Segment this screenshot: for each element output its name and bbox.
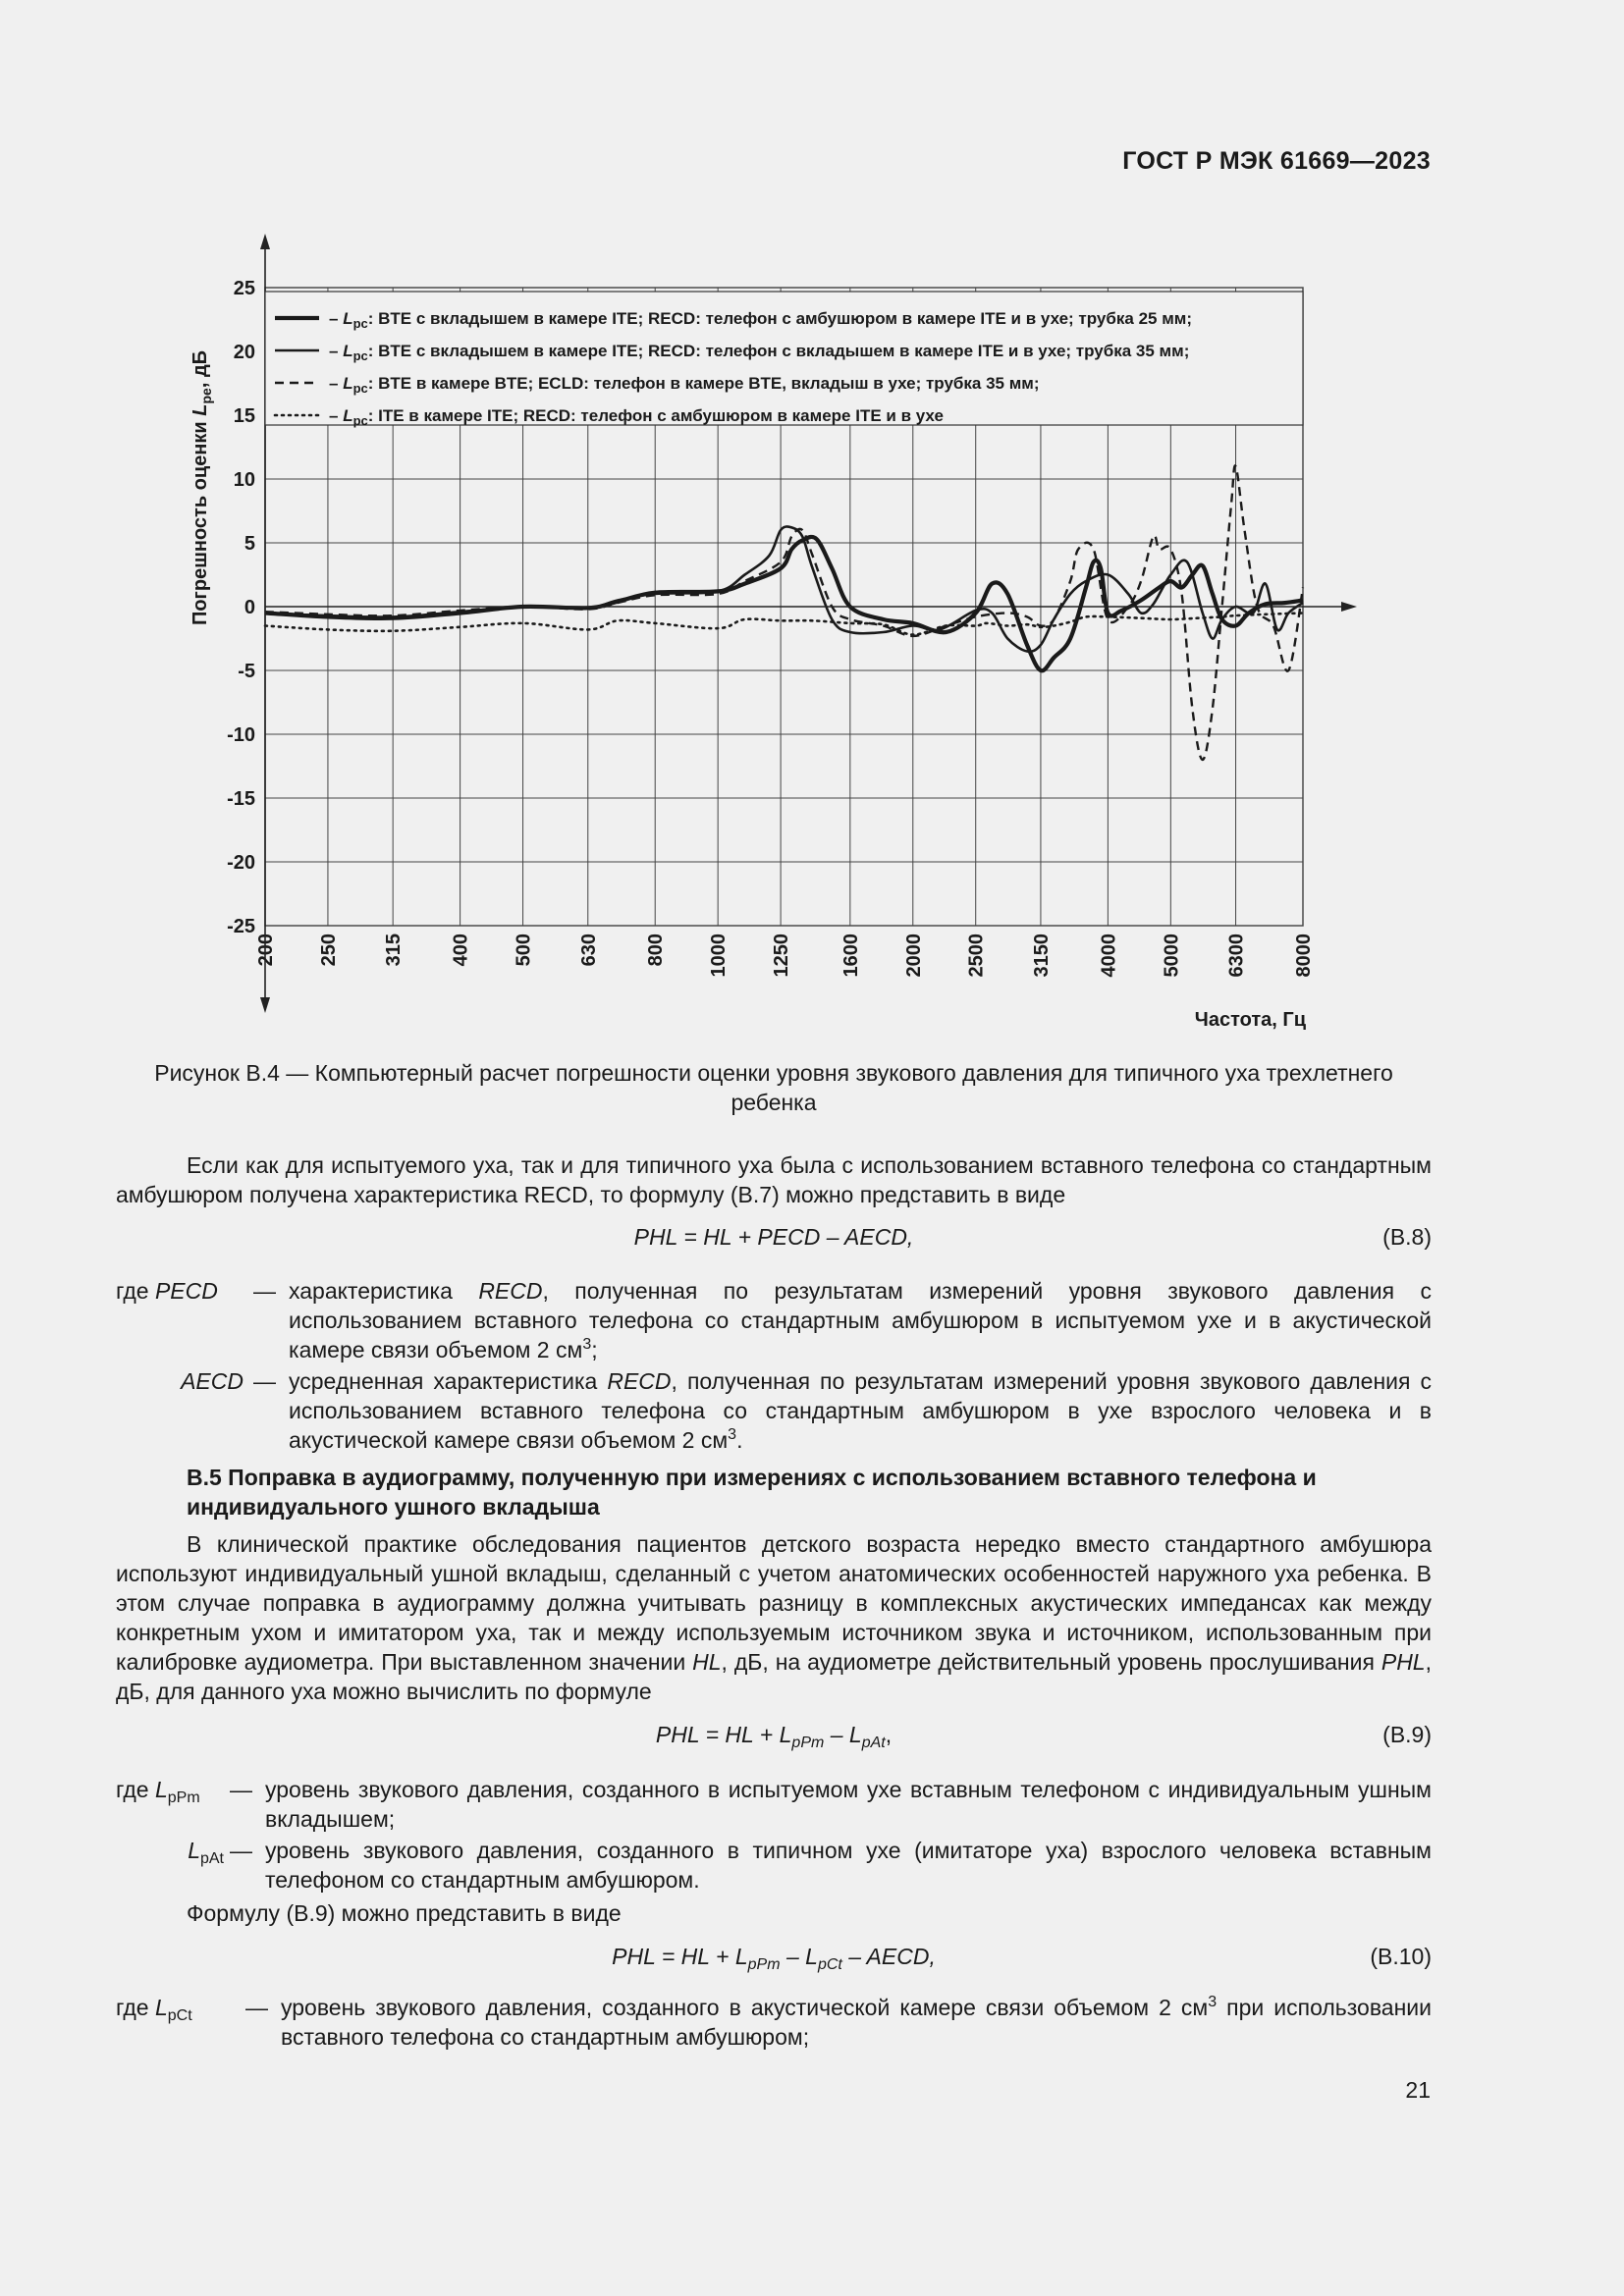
definition-text-2: , полученная по результатам измерений уровня звукового давления с использованием вставного телефона со стандартным амбушюром в испытуемом ухе и в акустической камере связи объемом 2 см [289,1278,1433,1362]
y-tick-label: 25 [233,278,255,299]
formula-b9-text: PHL = HL + $L_{pPm} - L_{pAt}$, [655,1722,893,1751]
page-number: 21 [1405,2077,1431,2103]
y-tick-label: -20 [227,852,255,874]
definition-em: RECD [607,1368,672,1394]
x-tick-label: 315 [383,934,406,967]
x-tick-label: 5000 [1161,934,1183,978]
definition-text: характеристика [289,1278,479,1304]
definition-pecd [116,1276,1432,1364]
error-chart [167,226,1375,1041]
x-axis-label: Частота, Гц [1194,1009,1306,1031]
x-tick-label: 8000 [1293,934,1315,978]
x-tick-label: 2000 [902,934,925,978]
y-tick-label: 15 [233,405,255,427]
definition-lpct: где $L_{pCt}$ — уровень звукового давления, созданного в акустической камере связи объемом 2 $см^3$ при использовании вставного телефона со стандартным амбушюром; [116,1994,1432,2050]
chart-legend [265,292,1303,428]
x-tick-label: 400 [450,934,472,967]
y-tick-label: -5 [238,661,255,682]
definition-dash: — [253,1368,276,1394]
definition-em: RECD [478,1278,543,1304]
definition-text-2: , полученная по результатам измерений уровня звукового давления с использованием вставного телефона со стандартным амбушюром в ухе взрослого человека и в акустической камере связи объемом 2 см [289,1368,1432,1453]
y-tick-label: 5 [244,533,255,555]
definition-dash: — [253,1278,276,1304]
x-tick-label: 800 [645,934,668,967]
x-tick-label: 500 [513,934,535,967]
paragraph-1-text: Если как для испытуемого уха, так и для типичного уха была с использованием вставного телефона со стандартным амбушюром получена характеристика RECD, то формулу (В.7) можно представить в виде [116,1152,1432,1207]
legend-entry-3: – $L_{pc}$: BTE в камере BTE; ECLD: телефон в камере BTE, вкладыш в ухе; трубка 35 мм; [329,374,1040,396]
chart-lines [265,465,1303,760]
formula-b10-text: PHL = HL + $L_{pPm} - L_{pCt}$ – AECD, [612,1944,936,1973]
definition-term: PECD [154,1278,218,1304]
legend-entry-1: – $L_{pc}$: BTE с вкладышем в камере ITE; RECD: телефон с амбушюром в камере ITE и в ухе; трубка 25 мм; [329,309,1193,331]
y-axis-arrow-down [260,997,270,1013]
y-tick-label: -10 [227,724,255,746]
y-tick-label: -25 [227,916,255,937]
definition-text: уровень звукового давления, созданного в акустической камере связи объемом 2 $см^3$ при использовании вставного телефона со стандартным амбушюром; [281,1994,1432,2050]
y-tick-label: 0 [244,597,255,618]
x-axis-arrow [1341,602,1357,612]
x-tick-label: 1250 [771,934,793,978]
series-line-2 [265,526,1303,651]
definition-text: усредненная характеристика [289,1368,608,1394]
standard-header: ГОСТ Р МЭК 61669—2023 [1122,147,1431,175]
x-tick-label: 4000 [1098,934,1120,978]
formula-b8-text: PHL = HL + PECD – AECD, [633,1224,914,1250]
definition-term: AECD [181,1368,244,1394]
y-axis-arrow-up [260,234,270,249]
formula-b10-number: (В.10) [1370,1944,1432,1969]
x-tick-label: 250 [317,934,340,967]
x-tick-label: 6300 [1225,934,1248,978]
y-tick-label: 20 [233,342,255,363]
y-tick-label: -15 [227,788,255,810]
formula-b9-number: (В.9) [1382,1722,1432,1747]
definition-aecd [116,1366,1432,1455]
y-axis-label: Погрешность оценки $L_{pe}$, дБ [189,349,214,626]
definition-sup: 3 [582,1336,592,1353]
definition-end: . [736,1427,743,1453]
x-tick-label: 3150 [1030,934,1053,978]
definition-dash: — [230,1838,252,1863]
figure-caption: Рисунок В.4 — Компьютерный расчет погрешности оценки уровня звукового давления для типичного уха трехлетнего ребенка [154,1060,1393,1115]
definition-lpat: $L_{pAt}$ — уровень звукового давления, созданного в типичном ухе (имитаторе уха) взрослого человека вставным телефоном со стандартным амбушюром. [188,1838,1432,1893]
paragraph-3-text: Формулу (В.9) можно представить в виде [187,1900,622,1926]
legend-entry-4: – $L_{pc}$: ITE в камере ITE; RECD: телефон с амбушюром в камере ITE и в ухе [329,406,944,428]
definition-prefix: где [116,1278,155,1304]
y-tick-label: 10 [233,469,255,491]
x-tick-label: 200 [255,934,277,967]
definition-text: уровень звукового давления, созданного в типичном ухе (имитаторе уха) взрослого человека вставным телефоном со стандартным амбушюром. [265,1838,1432,1893]
x-tick-label: 1000 [708,934,731,978]
section-heading-b5: В.5 Поправка в аудиограмму, полученную при измерениях с использованием вставного телефона и индивидуального ушного вкладыша [187,1465,1317,1520]
formula-b8-number: (В.8) [1382,1224,1432,1250]
x-tick-label: 1600 [839,934,862,978]
definition-dash: — [230,1777,252,1802]
definition-dash: — [245,1995,268,2020]
definition-sup: 3 [728,1426,737,1443]
x-tick-label: 630 [577,934,600,967]
paragraph-3 [116,1898,1432,1928]
x-tick-label: 2500 [965,934,988,978]
definition-text: уровень звукового давления, созданного в испытуемом ухе вставным телефоном с индивидуальным ушным вкладышем; [265,1777,1432,1832]
definition-end: ; [591,1337,598,1362]
definition-lppm: где $L_{pPm}$ — уровень звукового давления, созданного в испытуемом ухе вставным телефоном с индивидуальным ушным вкладышем; [116,1777,1432,1832]
legend-entry-2: – $L_{pc}$: BTE с вкладышем в камере ITE; RECD: телефон с вкладышем в камере ITE и в ухе; трубка 35 мм; [329,342,1190,363]
paragraph-2 [116,1529,1432,1706]
paragraph-1 [116,1150,1432,1209]
paragraph-2-text: В клинической практике обследования пациентов детского возраста нередко вместо стандартного амбушюра используют индивидуальный ушной вкладыш, сделанный с учетом анатомических особенностей наружного уха ребенка. В этом случае поправка в аудиограмму должна учитывать разницу в комплексных акустических импедансах как между конкретным ухом и имитатором уха, так и между используемым источником звука и источником, использованным при калибровке аудиометра. При выставленном значении HL, дБ, на аудиометре действительный уровень прослушивания PHL, дБ, для данного уха можно вычислить по формуле [116,1531,1432,1704]
